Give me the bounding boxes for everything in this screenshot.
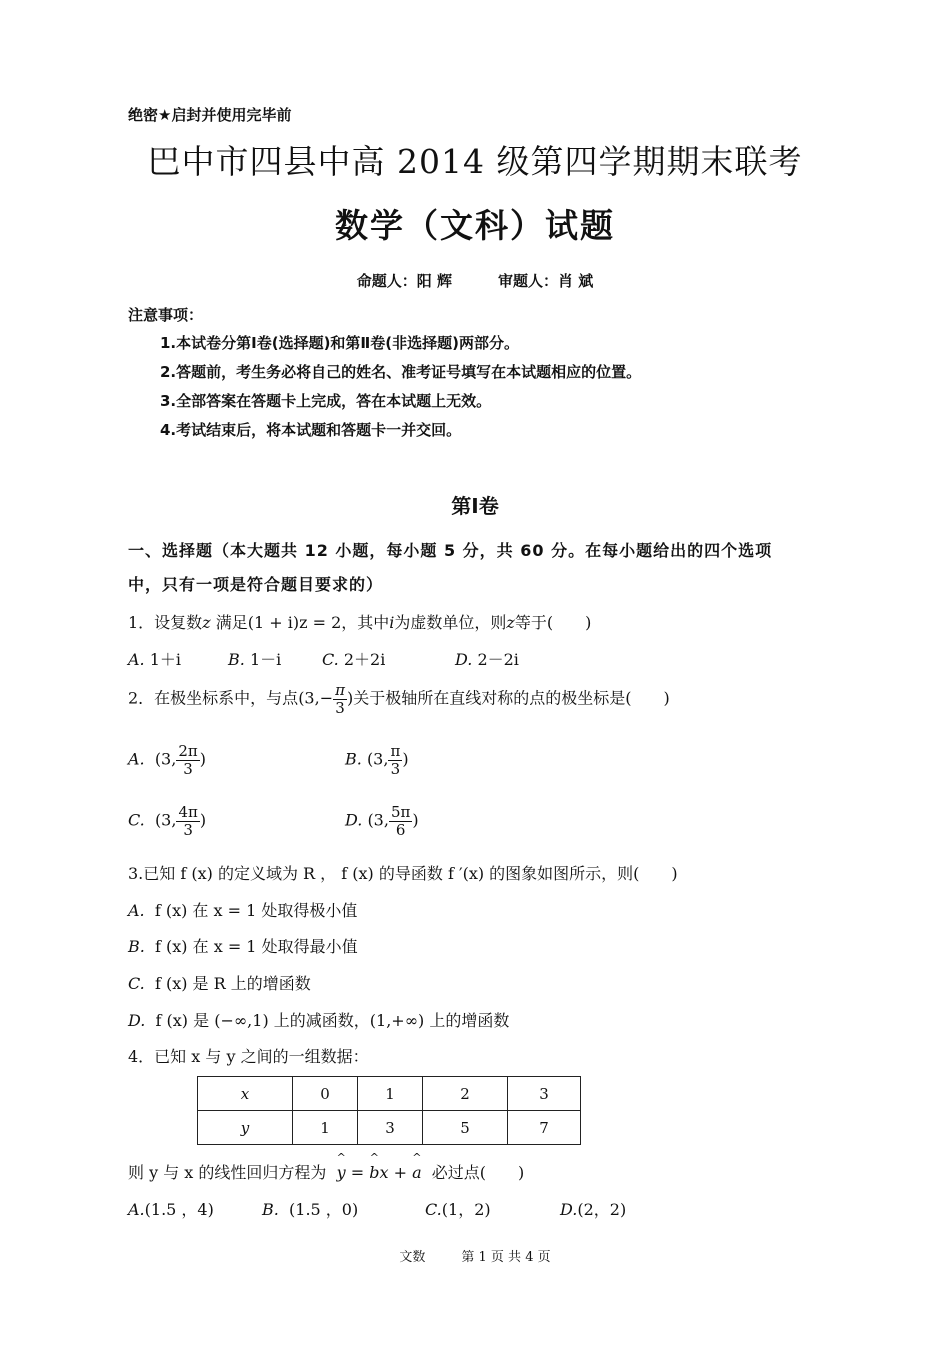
q4-option-c: C.(1，2): [425, 1200, 491, 1219]
question-3-stem: 3.已知 f (x) 的定义域为 R ， f (x) 的导函数 f ′(x) 的图象如图所示，则( ): [128, 864, 678, 883]
table-cell: y: [198, 1111, 293, 1145]
notice-item: 3.全部答案在答题卡上完成，答在本试题上无效。: [160, 392, 492, 410]
q4-option-d: D.(2，2): [560, 1200, 627, 1219]
notice-item: 1.本试卷分第Ⅰ卷(选择题)和第Ⅱ卷(非选择题)两部分。: [160, 334, 520, 352]
q1-option-b: B. 1－i: [228, 650, 282, 669]
q2-option-b: B. (3, $\frac{\pi}{3}$ ): [345, 742, 409, 778]
table-row: [198, 1111, 581, 1145]
q1-option-a: A. 1＋i: [128, 650, 182, 669]
table-cell: 1: [293, 1111, 358, 1145]
table-cell: x: [198, 1077, 293, 1111]
q3-option-a: A. f (x) 在 x = 1 处取得极小值: [128, 901, 358, 920]
notice-item: 2.答题前，考生务必将自己的姓名、准考证号填写在本试题相应的位置。: [160, 363, 642, 381]
table-cell: 3: [508, 1077, 581, 1111]
question-4-stem: 4．已知 x 与 y 之间的一组数据：: [128, 1047, 369, 1066]
exam-title: 巴中市四县中高 2014 级第四学期期末联考: [147, 142, 803, 181]
table-cell: 1: [358, 1077, 423, 1111]
notice-heading: 注意事项：: [128, 306, 204, 324]
reviewer: 审题人：肖 斌: [498, 272, 594, 290]
table-cell: 7: [508, 1111, 581, 1145]
q1-option-d: D. 2－2i: [455, 650, 519, 669]
table-cell: 2: [423, 1077, 508, 1111]
authors-line: [0, 270, 950, 291]
section-heading-cont: 中，只有一项是符合题目要求的）: [128, 575, 384, 594]
q3-option-d: D. f (x) 是 (−∞,1) 上的减函数，(1,+∞) 上的增函数: [128, 1011, 510, 1030]
page-footer: [0, 1246, 950, 1265]
section-heading: 一、选择题（本大题共 12 小题，每小题 5 分，共 60 分。在每小题给出的四个选项: [128, 541, 773, 560]
table-cell: 0: [293, 1077, 358, 1111]
table-cell: 3: [358, 1111, 423, 1145]
volume-title: 第Ⅰ卷: [451, 494, 499, 518]
q2-option-d: D. (3, $\frac{5\pi}{6}$ ): [345, 803, 419, 839]
q4-option-a: A.(1.5 ，4): [128, 1200, 214, 1219]
question-2-stem: 2．在极坐标系中，与点(3,− $\frac{\pi}{3}$ )关于极轴所在直线对称的点的极坐标是( ): [128, 681, 670, 717]
exam-subtitle: 数学（文科）试题: [335, 206, 615, 245]
question-1-stem: 1．设复数z 满足(1 + i)z = 2，其中i为虚数单位，则z等于( ): [128, 613, 592, 632]
data-table: [197, 1076, 581, 1145]
author: 命题人：阳 辉: [356, 272, 452, 290]
footer-subject: 文数: [399, 1250, 426, 1265]
page-number: 第 1 页 共 4 页: [461, 1250, 551, 1265]
fraction: $\frac{\pi}{3}$: [335, 681, 345, 717]
q1-option-c: C. 2＋2i: [322, 650, 386, 669]
table-row: [198, 1077, 581, 1111]
confidential-mark: 绝密★启封并使用完毕前: [128, 106, 292, 124]
regression-line: 则 y 与 x 的线性回归方程为 ^ y = ^ bx + ^ a 必过点( ): [128, 1160, 524, 1183]
q4-option-b: B. (1.5 ，0): [262, 1200, 359, 1219]
notice-item: 4.考试结束后，将本试题和答题卡一并交回。: [160, 421, 462, 439]
q2-option-c: C. (3, $\frac{4\pi}{3}$ ): [128, 803, 207, 839]
q3-option-b: B. f (x) 在 x = 1 处取得最小值: [128, 937, 358, 956]
q2-option-a: A. (3, $\frac{2\pi}{3}$ ): [128, 742, 206, 778]
table-cell: 5: [423, 1111, 508, 1145]
q3-option-c: C. f (x) 是 R 上的增函数: [128, 974, 311, 993]
